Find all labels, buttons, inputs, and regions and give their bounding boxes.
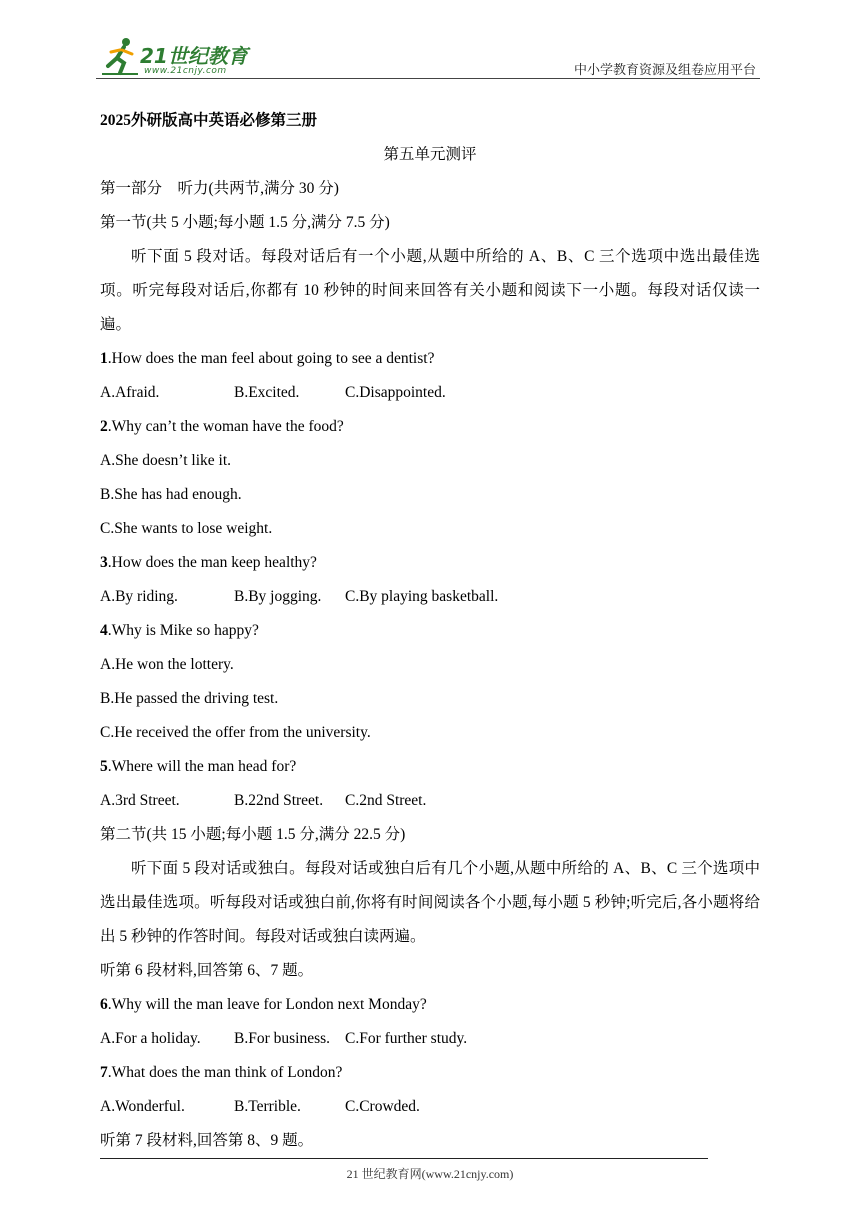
options-row bbox=[100, 784, 760, 818]
question-stem bbox=[100, 1056, 760, 1090]
option-b: B.22nd Street. bbox=[234, 792, 324, 809]
option-a: A.Wonderful. bbox=[100, 1098, 185, 1115]
option-a: A.He won the lottery. bbox=[100, 656, 234, 673]
options-row bbox=[100, 376, 760, 410]
option-a: A.She doesn’t like it. bbox=[100, 452, 232, 469]
option-b: B.She has had enough. bbox=[100, 486, 242, 503]
footer-divider bbox=[100, 1158, 708, 1159]
section-instructions: 听下面 5 段对话。每段对话后有一个小题,从题中所给的 A、B、C 三个选项中选出最佳选项。听完每段对话后,你都有 10 秒钟的时间来回答有关小题和阅读下一小题。每段对话仅读一遍。 bbox=[100, 248, 760, 333]
option-a: A.3rd Street. bbox=[100, 792, 180, 809]
question-stem bbox=[100, 750, 760, 784]
question-number: 5 bbox=[100, 758, 108, 775]
section-heading: 第二节(共 15 小题;每小题 1.5 分,满分 22.5 分) bbox=[100, 826, 406, 843]
option-b: B.He passed the driving test. bbox=[100, 690, 279, 707]
option-b: B.Excited. bbox=[234, 384, 300, 401]
site-logo bbox=[96, 34, 266, 80]
question-stem bbox=[100, 988, 760, 1022]
options-row bbox=[100, 580, 760, 614]
header-tagline: 中小学教育资源及组卷应用平台 bbox=[573, 63, 756, 78]
question-stem bbox=[100, 546, 760, 580]
material-instruction: 听第 6 段材料,回答第 6、7 题。 bbox=[100, 962, 314, 979]
section-instructions: 听下面 5 段对话或独白。每段对话或独白后有几个小题,从题中所给的 A、B、C 三个选项中选出最佳选项。听每段对话或独白前,你将有时间阅读各个小题,每小题 5 秒钟;听完后,各小题将给出 5 秒钟的作答时间。每段对话或独白读两遍。 bbox=[100, 860, 760, 945]
header-divider bbox=[96, 78, 760, 79]
options-row bbox=[100, 1090, 760, 1124]
question-number: 4 bbox=[100, 622, 108, 639]
logo-text: 21世纪教育 bbox=[140, 44, 248, 68]
option-c: C.He received the offer from the university. bbox=[100, 724, 371, 741]
section-heading: 第一节(共 5 小题;每小题 1.5 分,满分 7.5 分) bbox=[100, 214, 390, 231]
question-text: .How does the man feel about going to see a dentist? bbox=[107, 350, 435, 367]
option-c: C.Disappointed. bbox=[345, 384, 446, 401]
document-title: 2025外研版高中英语必修第三册 bbox=[100, 112, 318, 129]
question-text: .What does the man think of London? bbox=[107, 1064, 343, 1081]
option-b: B.Terrible. bbox=[234, 1098, 301, 1115]
question-text: .Where will the man head for? bbox=[107, 758, 297, 775]
question-stem bbox=[100, 614, 760, 648]
question-number: 1 bbox=[100, 350, 108, 367]
option-a: A.For a holiday. bbox=[100, 1030, 201, 1047]
question-number: 2 bbox=[100, 418, 108, 435]
logo-url: www.21cnjy.com bbox=[144, 66, 227, 76]
question-stem bbox=[100, 342, 760, 376]
options-row bbox=[100, 1022, 760, 1056]
material-instruction: 听第 7 段材料,回答第 8、9 题。 bbox=[100, 1132, 314, 1149]
option-c: C.By playing basketball. bbox=[345, 588, 499, 605]
question-text: .How does the man keep healthy? bbox=[107, 554, 317, 571]
unit-title: 第五单元测评 bbox=[383, 146, 477, 163]
page-header bbox=[96, 30, 760, 80]
option-c: C.For further study. bbox=[345, 1030, 468, 1047]
question-stem bbox=[100, 410, 760, 444]
option-c: C.2nd Street. bbox=[345, 792, 427, 809]
option-b: B.By jogging. bbox=[234, 588, 322, 605]
option-a: A.Afraid. bbox=[100, 384, 160, 401]
runner-logo-icon bbox=[100, 36, 140, 76]
option-c: C.She wants to lose weight. bbox=[100, 520, 273, 537]
option-a: A.By riding. bbox=[100, 588, 178, 605]
question-number: 6 bbox=[100, 996, 108, 1013]
part-heading: 第一部分 听力(共两节,满分 30 分) bbox=[100, 180, 339, 197]
option-b: B.For business. bbox=[234, 1030, 331, 1047]
question-text: .Why can’t the woman have the food? bbox=[107, 418, 344, 435]
document-body bbox=[100, 104, 760, 1158]
question-number: 7 bbox=[100, 1064, 108, 1081]
page-footer: 21 世纪教育网(www.21cnjy.com) bbox=[346, 1167, 514, 1181]
question-number: 3 bbox=[100, 554, 108, 571]
question-text: .Why will the man leave for London next Monday? bbox=[107, 996, 427, 1013]
option-c: C.Crowded. bbox=[345, 1098, 420, 1115]
question-text: .Why is Mike so happy? bbox=[107, 622, 259, 639]
